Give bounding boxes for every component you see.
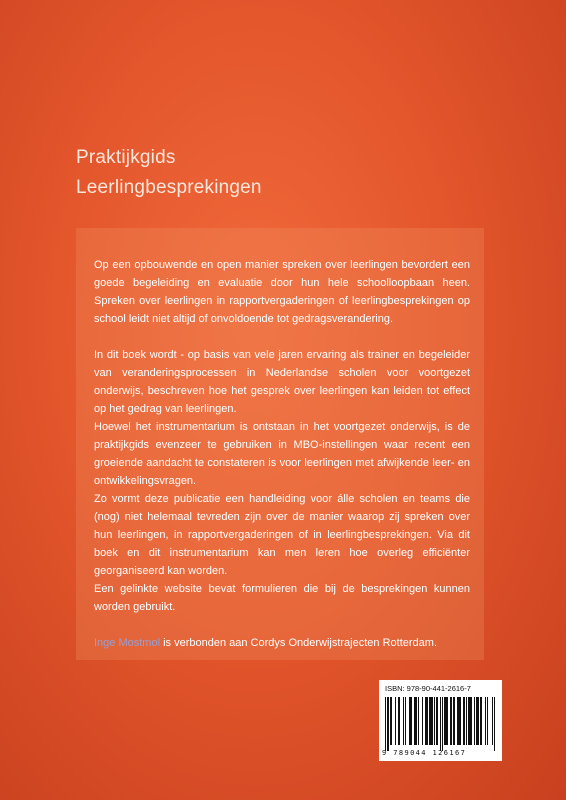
barcode-bar <box>481 697 482 745</box>
barcode-bar <box>391 697 392 745</box>
barcode-bar <box>431 697 432 745</box>
barcode-bar <box>416 697 417 745</box>
barcode-bar <box>492 697 493 745</box>
author-name: Inge Mostmol <box>94 637 161 649</box>
author-affiliation: is verbonden aan Cordys Onderwijstrajecten Rotterdam. <box>160 637 437 649</box>
barcode-bar <box>437 697 438 745</box>
barcode-bar <box>466 697 467 745</box>
title-line-1: Praktijkgids <box>76 147 176 168</box>
barcode-bar <box>385 697 386 751</box>
barcode-bar <box>460 697 461 745</box>
barcode-bar <box>434 697 435 745</box>
barcode-bar <box>442 697 443 751</box>
barcode-bar <box>399 697 400 745</box>
barcode-bar <box>427 697 428 745</box>
isbn-label: ISBN: 978-90-441-2616-7 <box>385 684 471 693</box>
barcode-bar <box>418 697 419 745</box>
barcode-bar <box>474 697 475 745</box>
blurb-text <box>94 256 470 652</box>
barcode-bar <box>387 697 388 751</box>
barcode-bar <box>454 697 455 745</box>
barcode-bar <box>494 697 495 751</box>
barcode-bar <box>478 697 479 745</box>
paragraph: Op een opbouwende en open manier spreken over leerlingen bevordert een goede begeleiding en evaluatie door hun hele schoolloopbaan heen. Spreken over leerlingen in rapportvergaderingen of leerlingbesprekingen op school leidt niet altijd of onvoldoende tot gedragsverandering. <box>94 259 470 325</box>
barcode-bar <box>463 697 464 745</box>
barcode-bar <box>440 697 441 751</box>
barcode-bar <box>422 697 423 745</box>
barcode-bar <box>487 697 488 745</box>
barcode-bar <box>471 697 472 745</box>
barcode-bar <box>447 697 448 745</box>
paragraph: Een gelinkte website bevat formulieren die bij de besprekingen kunnen worden gebruikt. <box>94 583 470 613</box>
title-line-2: Leerlingbesprekingen <box>76 177 262 198</box>
barcode-bar <box>450 697 451 745</box>
paragraph: Hoewel het instrumentarium is ontstaan in het voortgezet onderwijs, is de praktijkgids evenzeer te gebruiken in MBO-instellingen waar recent een groeiende aandacht te constateren is voor leerlingen met afwijkende leer- en ontwikkelingsvragen. <box>94 421 470 487</box>
barcode-digits: 9 789044 126167 <box>382 749 467 757</box>
barcode <box>379 680 502 761</box>
barcode-bar <box>403 697 404 745</box>
barcode-bar <box>395 697 396 745</box>
book-title <box>76 143 262 203</box>
barcode-bars <box>385 697 496 745</box>
barcode-bar <box>405 697 406 745</box>
author-line <box>94 634 470 652</box>
paragraph: Zo vormt deze publicatie een handleiding voor álle scholen en teams die (nog) niet helemaal tevreden zijn over de manier waarop zij spreken over hun leerlingen, in rapportvergaderingen of in leerlingbesprekingen. Via dit boek en dit instrumentarium kan men leren hoe overleg efficiënter georganiseerd kan worden. <box>94 493 470 577</box>
paragraph: In dit boek wordt - op basis van vele jaren ervaring als trainer en begeleider van veranderingsprocessen in Nederlandse scholen voor voortgezet onderwijs, beschreven hoe het gesprek over leerlingen kan leiden tot effect op het gedrag van leerlingen. <box>94 349 470 415</box>
barcode-bar <box>485 697 486 745</box>
barcode-bar <box>411 697 412 745</box>
